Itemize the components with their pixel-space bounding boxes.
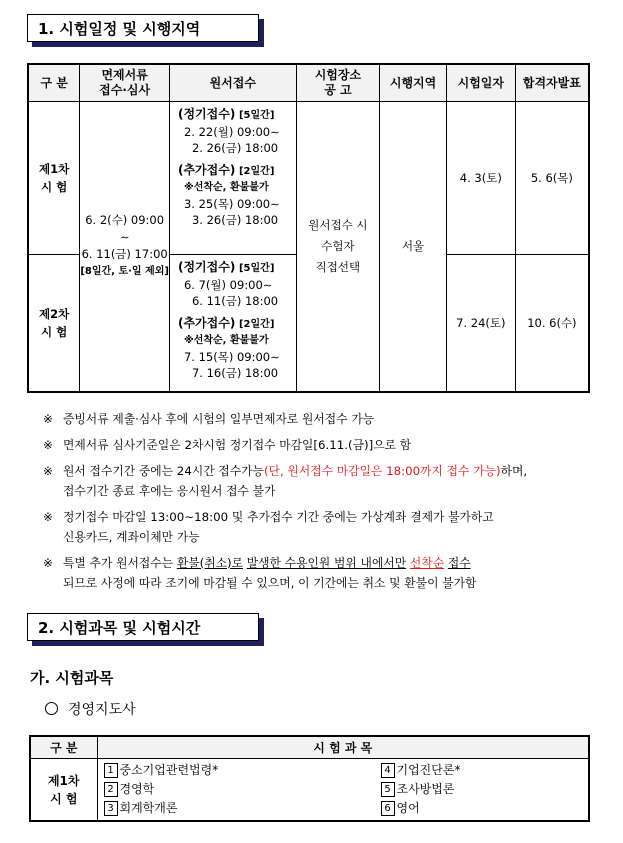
bullet-item (45, 699, 136, 719)
round1-label: 제1차 시 험 (30, 759, 97, 822)
header-venue: 시험장소 공 고 (296, 64, 380, 102)
list-item: 1 중소기업관련법령* (104, 762, 381, 779)
docs-period: 6. 2(수) 09:00 ∼ 6. 11(금) 17:00 [8일간, 토·일 제외] (80, 102, 170, 392)
bullet-label: 경영지도사 (68, 702, 136, 718)
header-category: 구 분 (30, 736, 97, 759)
section-heading-schedule (27, 14, 259, 42)
round2-result: 10. 6(수) (515, 255, 589, 392)
list-item: 4 기업진단론* (381, 762, 589, 779)
header-receipt: 원서접수 (169, 64, 296, 102)
note-item: ※ 원서 접수기간 중에는 24시간 접수가능(단, 원서접수 마감일은 18:00까지 접수 가능)하며, 접수기간 종료 후에는 응시원서 접수 불가 (43, 464, 528, 498)
round2-receipt: (정기접수) [5일간] 6. 7(월) 09:00∼ 6. 11(금) 18:00 (추가접수) [2일간] ※선착순, 환불불가 7. 15(목) 09:00∼ 7. 16(금) 18:00 (169, 255, 296, 392)
docs-period-note: [8일간, 토·일 제외] (80, 266, 169, 278)
header-category: 구 분 (28, 64, 80, 102)
table-header-row (30, 736, 589, 759)
list-item: 2 경영학 (104, 781, 381, 798)
header-result: 합격자발표 (515, 64, 589, 102)
subsection-title: 가. 시험과목 (30, 669, 114, 687)
note-highlight: 선착순 (409, 556, 445, 570)
round1-result: 5. 6(목) (515, 102, 589, 255)
subject-list (97, 759, 589, 822)
note-item: ※ 면제서류 심사기준일은 2차시험 정기접수 마감일[6.11.(금)]으로 함 (43, 438, 412, 452)
table-row-round1 (28, 102, 589, 255)
round1-receipt: (정기접수) [5일간] 2. 22(월) 09:00∼ 2. 26(금) 18:00 (추가접수) [2일간] ※선착순, 환불불가 3. 25(목) 09:00∼ 3. 26(금) 18:00 (169, 102, 296, 255)
header-subjects: 시 험 과 목 (97, 736, 589, 759)
region-cell: 서울 (380, 102, 447, 392)
header-docs: 면제서류 접수·심사 (80, 64, 170, 102)
note-item: ※ 특별 추가 원서접수는 환불(취소)로 발생한 수용인원 범위 내에서만 선착순 접수 되므로 사정에 따라 조기에 마감될 수 있으며, 이 기간에는 취소 및 환불이 불가함 (43, 556, 477, 590)
circle-bullet-icon (45, 702, 58, 715)
section-title: 2. 시험과목 및 시험시간 (38, 619, 201, 637)
list-item: 6 영어 (381, 800, 589, 817)
table-row-round1 (30, 759, 589, 822)
round1-exam-date: 4. 3(토) (446, 102, 515, 255)
section-title: 1. 시험일정 및 시행지역 (38, 20, 201, 38)
table-header-row (28, 64, 589, 102)
note-highlight: (단, 원서접수 마감일은 18:00까지 접수 가능) (263, 464, 501, 478)
schedule-table (27, 63, 590, 393)
note-item: ※ 정기접수 마감일 13:00∼18:00 및 추가접수 기간 중에는 가상계좌 결제가 불가하고 신용카드, 계좌이체만 가능 (43, 510, 494, 544)
subjects-table (29, 735, 590, 822)
note-item: ※ 증빙서류 제출·심사 후에 시험의 일부면제자로 원서접수 가능 (43, 412, 375, 426)
venue-cell: 원서접수 시 수험자 직접선택 (296, 102, 380, 392)
notes-list (43, 409, 603, 599)
list-item: 3 회계학개론 (104, 800, 381, 817)
header-region: 시행지역 (380, 64, 447, 102)
header-exam-date: 시험일자 (446, 64, 515, 102)
round2-label: 제2차 시 험 (28, 255, 80, 392)
list-item: 5 조사방법론 (381, 781, 589, 798)
section-heading-subjects (27, 613, 259, 641)
round2-exam-date: 7. 24(토) (446, 255, 515, 392)
round1-label: 제1차 시 험 (28, 102, 80, 255)
